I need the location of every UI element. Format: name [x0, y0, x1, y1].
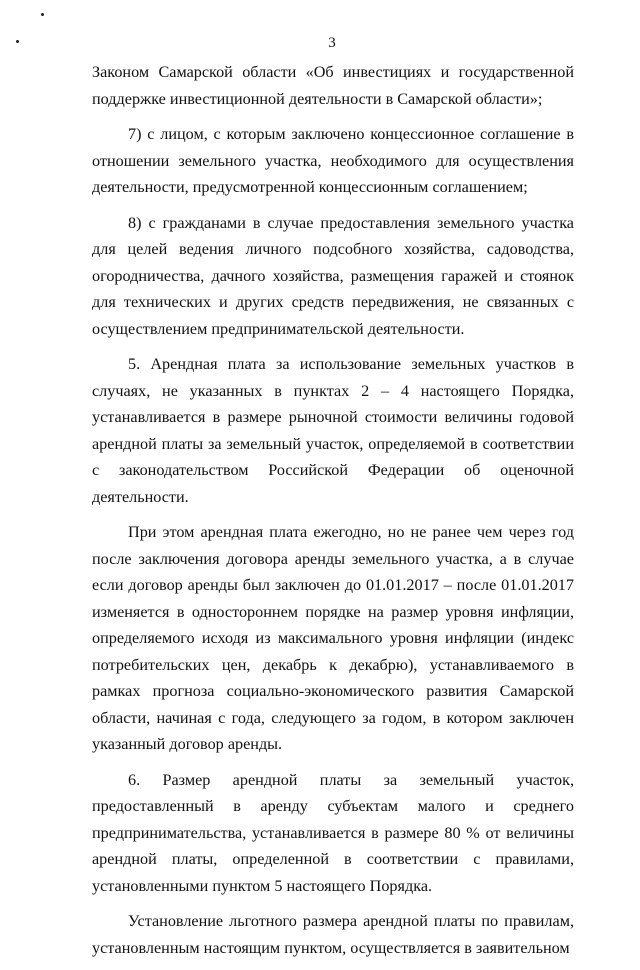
paragraph: При этом арендная плата ежегодно, но не ранее чем через год после заключения договора аренды земельного участка, а в случае если договор аренды был заключен до 01.01.2017 – после 01.01.2017 изменяется в одностороннем порядке на размер уровня инфляции, определяемого исходя из максимального уровня инфляции (индекс потребительских цен, декабрь к декабрю), устанавливаемого в рамках прогноза социально-экономического развития Самарской области, начиная с года, следующего за годом, в котором заключен указанный договор аренды.	[92, 523, 574, 753]
scan-speck	[41, 13, 44, 16]
paragraph: 7) с лицом, с которым заключено концессионное соглашение в отношении земельного участка, необходимого для осуществления деятельности, предусмотренной концессионным соглашением;	[92, 125, 574, 196]
paragraph: 6. Размер арендной платы за земельный участок, предоставленный в аренду субъектам малого и среднего предпринимательства, устанавливается в размере 80 % от величины арендной платы, определенной в соответствии с правилами, установленными пунктом 5 настоящего Порядка.	[92, 770, 574, 895]
paragraph: Установление льготного размера арендной платы по правилам, установленным настоящим пунктом, осуществляется в заявительном	[92, 912, 574, 957]
paragraph: 5. Арендная плата за использование земельных участков в случаях, не указанных в пунктах 2 – 4 настоящего Порядка, устанавливается в размере рыночной стоимости величины годовой арендной платы за земельный участок, определяемой в соответствии с законодательством Российской Федерации об оценочной деятельности.	[92, 355, 574, 506]
paragraph: Законом Самарской области «Об инвестициях и государственной поддержке инвестиционной деятельности в Самарской области»;	[92, 63, 574, 108]
page-number: 3	[328, 35, 336, 51]
document-body	[92, 59, 574, 970]
paragraph: 8) с гражданами в случае предоставления земельного участка для целей ведения личного подсобного хозяйства, садоводства, огородничества, дачного хозяйства, размещения гаражей и стоянок для технических и других средств передвижения, не связанных с осуществлением предпринимательской деятельности.	[92, 213, 574, 338]
